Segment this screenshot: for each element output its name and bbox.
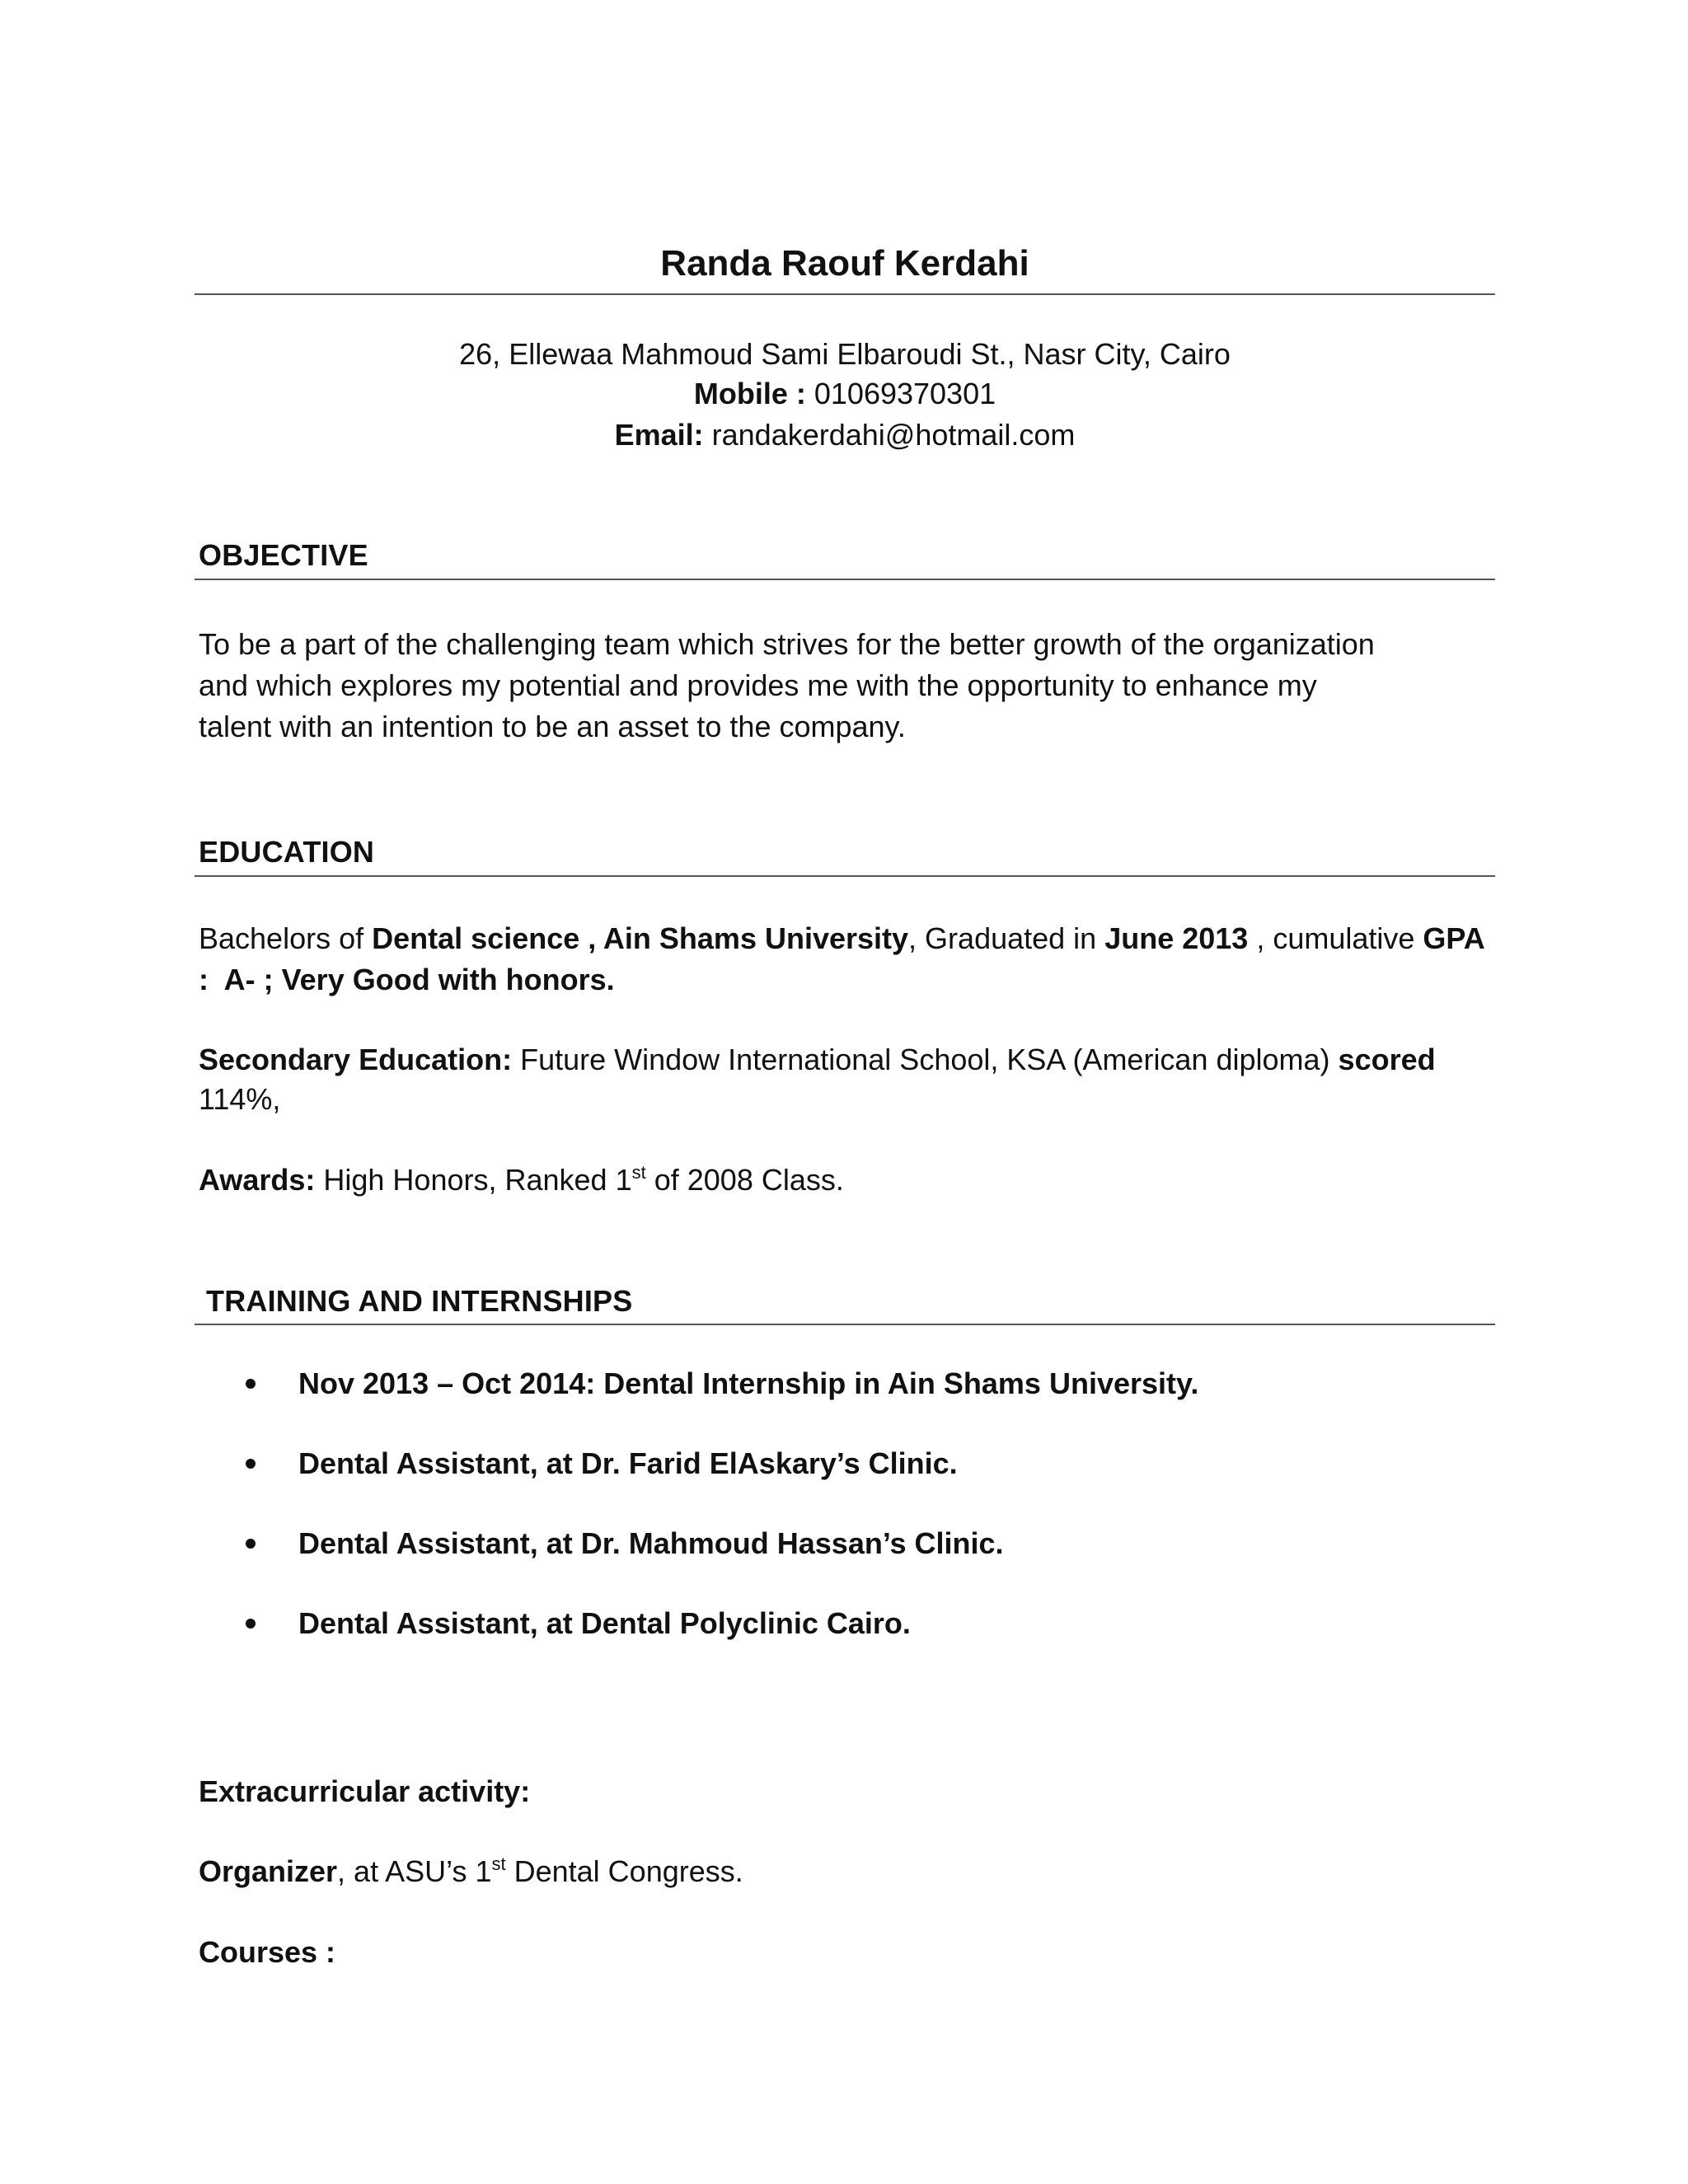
secondary-score: 114%, [199, 1082, 281, 1116]
extracurricular-heading [199, 1772, 530, 1811]
objective-heading: OBJECTIVE [199, 538, 368, 572]
degree-line [199, 919, 1485, 958]
secondary-scored: scored [1338, 1043, 1436, 1076]
degree-mid: , Graduated in [908, 921, 1105, 955]
secondary-education-line [199, 1040, 1436, 1080]
degree-field: Dental science , Ain Shams University [372, 921, 909, 955]
secondary-label: Secondary Education: [199, 1043, 513, 1076]
extracurricular-title: Extracurricular activity: [199, 1774, 531, 1808]
courses-title: Courses : [199, 1935, 336, 1969]
organizer-label: Organizer [199, 1854, 338, 1888]
training-divider [195, 1324, 1495, 1325]
awards-sup: st [631, 1162, 646, 1183]
name-divider [195, 293, 1495, 295]
mobile-label: Mobile : [693, 377, 806, 410]
organizer-text: , at ASU’s 1 [337, 1854, 492, 1888]
secondary-text: Future Window International School, KSA (American diploma) [512, 1043, 1339, 1076]
awards-text: High Honors, Ranked 1 [315, 1163, 632, 1197]
bullet-icon [246, 1619, 256, 1629]
training-item: Dental Assistant, at Dental Polyclinic Cairo. [298, 1606, 911, 1640]
organizer-sup: st [491, 1854, 506, 1874]
training-item: Dental Assistant, at Dr. Farid ElAskary’s Clinic. [298, 1446, 958, 1480]
objective-divider [195, 579, 1495, 580]
training-item: Nov 2013 – Oct 2014: Dental Internship in Ain Shams University. [298, 1366, 1199, 1400]
mobile-line [195, 374, 1495, 414]
organizer-text-after: Dental Congress. [505, 1854, 743, 1888]
awards-text-after: of 2008 Class. [645, 1163, 844, 1197]
email-value: randakerdahi@hotmail.com [711, 418, 1076, 452]
courses-heading [199, 1933, 335, 1972]
gpa-line [199, 960, 615, 1000]
training-item: Dental Assistant, at Dr. Mahmoud Hassan’s Clinic. [298, 1526, 1004, 1560]
candidate-name: Randa Raouf Kerdahi [660, 243, 1029, 284]
email-line [195, 415, 1495, 455]
objective-line: and which explores my potential and provides me with the opportunity to enhance my [199, 668, 1317, 702]
gpa-label: GPA [1423, 921, 1485, 955]
awards-label: Awards: [199, 1163, 316, 1197]
gpa-value: : A- ; Very Good with honors. [199, 963, 615, 996]
objective-line: talent with an intention to be an asset to the company. [199, 710, 906, 743]
objective-text [199, 624, 1494, 748]
bullet-icon [246, 1459, 256, 1469]
organizer-line [199, 1852, 743, 1891]
email-label: Email: [614, 418, 704, 452]
address: 26, Ellewaa Mahmoud Sami Elbaroudi St., Nasr City, Cairo [459, 337, 1231, 371]
education-heading: EDUCATION [199, 835, 375, 869]
awards-line [199, 1160, 844, 1200]
bullet-icon [246, 1539, 256, 1549]
degree-mid2: , cumulative [1248, 921, 1423, 955]
bullet-icon [246, 1379, 256, 1389]
education-divider [195, 875, 1495, 877]
graduation-date: June 2013 [1104, 921, 1249, 955]
mobile-value: 01069370301 [814, 377, 996, 410]
objective-line: To be a part of the challenging team which strives for the better growth of the organization [199, 627, 1375, 661]
degree-prefix: Bachelors of [199, 921, 373, 955]
training-heading: TRAINING AND INTERNSHIPS [206, 1284, 633, 1318]
